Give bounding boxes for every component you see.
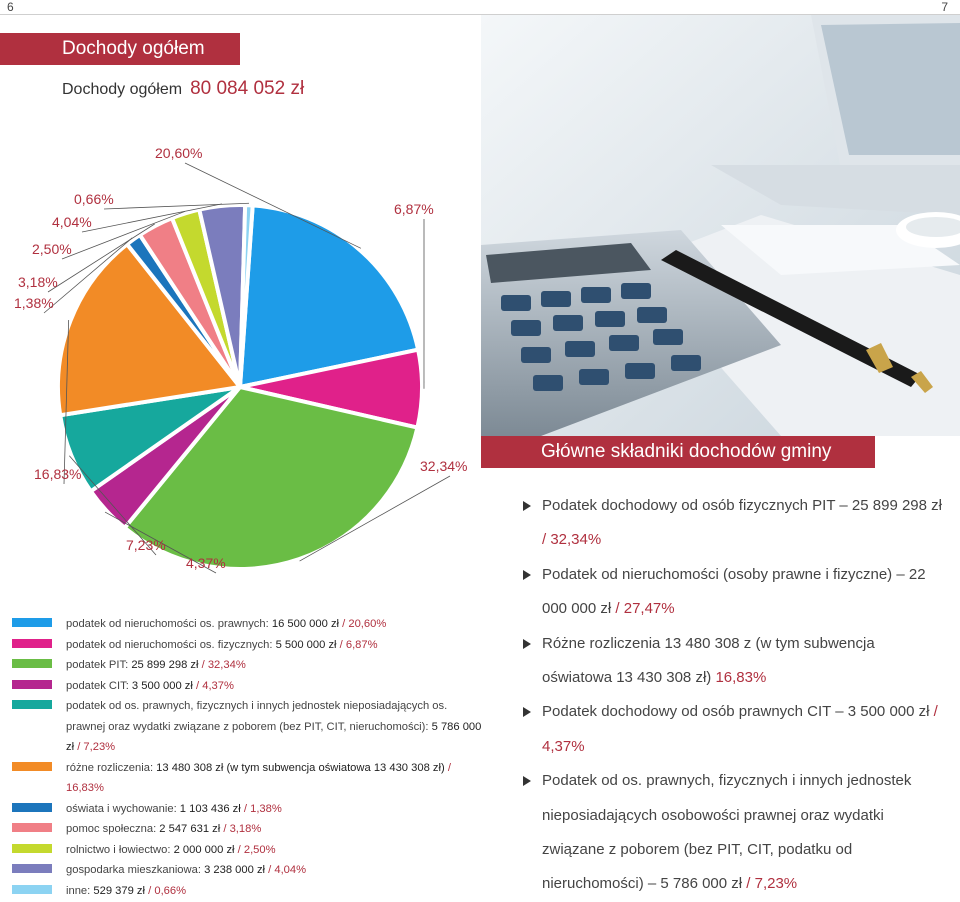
legend-item xyxy=(12,860,482,881)
total-income xyxy=(62,78,304,100)
legend-swatch xyxy=(12,885,52,894)
legend-text: różne rozliczenia: 13 480 308 zł (w tym subwencja oświatowa 13 430 308 zł) / 16,83% xyxy=(66,758,482,799)
legend-item xyxy=(12,655,482,676)
legend-item xyxy=(12,676,482,697)
bullet-triangle-icon xyxy=(523,570,531,580)
legend-item xyxy=(12,840,482,861)
legend-swatch xyxy=(12,639,52,648)
pie-slice-label: 6,87% xyxy=(394,201,434,217)
legend-swatch xyxy=(12,700,52,709)
legend-item xyxy=(12,614,482,635)
legend-item xyxy=(12,819,482,840)
pie-slice-label: 4,04% xyxy=(52,214,92,230)
pie-slice-label: 4,37% xyxy=(186,555,226,571)
legend-text: podatek od nieruchomości os. fizycznych: 5 500 000 zł / 6,87% xyxy=(66,635,378,656)
legend-text: oświata i wychowanie: 1 103 436 zł / 1,38% xyxy=(66,799,282,820)
total-value: 80 084 052 zł xyxy=(190,78,304,99)
component-item: Podatek od nieruchomości (osoby prawne i fizyczne) – 22 000 000 zł / 27,47% xyxy=(523,558,943,627)
bullet-triangle-icon xyxy=(523,639,531,649)
component-item: Różne rozliczenia 13 480 308 z (w tym subwencja oświatowa 13 430 308 zł) 16,83% xyxy=(523,627,943,696)
legend-text: podatek CIT: 3 500 000 zł / 4,37% xyxy=(66,676,234,697)
legend-swatch xyxy=(12,803,52,812)
legend-swatch xyxy=(12,618,52,627)
legend-swatch xyxy=(12,659,52,668)
pie-slice-label: 32,34% xyxy=(420,458,467,474)
pie-slice-label: 7,23% xyxy=(126,537,166,553)
pie-slice-label: 20,60% xyxy=(155,145,202,161)
legend-text: inne: 529 379 zł / 0,66% xyxy=(66,881,186,902)
legend-text: podatek od os. prawnych, fizycznych i innych jednostek nieposiadających os. prawnej oraz wydatki związane z poborem (bez PIT, CIT, nieruchomości): 5 786 000 zł / 7,23% xyxy=(66,696,482,758)
pie-slice-label: 0,66% xyxy=(74,191,114,207)
legend-text: rolnictwo i łowiectwo: 2 000 000 zł / 2,50% xyxy=(66,840,276,861)
section-title: Dochody ogółem xyxy=(0,33,240,65)
legend-item xyxy=(12,799,482,820)
legend-swatch xyxy=(12,864,52,873)
pie-slice-label: 1,38% xyxy=(14,295,54,311)
legend-swatch xyxy=(12,844,52,853)
right-section-title: Główne składniki dochodów gminy xyxy=(481,436,875,468)
component-item: Podatek dochodowy od osób prawnych CIT – 3 500 000 zł / 4,37% xyxy=(523,695,943,764)
page-number-right: 7 xyxy=(941,0,948,14)
pie-slice-label: 2,50% xyxy=(32,241,72,257)
legend-text: gospodarka mieszkaniowa: 3 238 000 zł / 4,04% xyxy=(66,860,306,881)
bullet-triangle-icon xyxy=(523,776,531,786)
calculator-pen-laptop-photo xyxy=(481,15,960,436)
component-item: Podatek dochodowy od osób fizycznych PIT – 25 899 298 zł / 32,34% xyxy=(523,489,943,558)
main-components-list xyxy=(523,489,943,902)
bullet-triangle-icon xyxy=(523,707,531,717)
total-label: Dochody ogółem xyxy=(62,81,182,98)
legend-item xyxy=(12,635,482,656)
legend-item xyxy=(12,758,482,799)
legend-swatch xyxy=(12,823,52,832)
pie-slice-label: 16,83% xyxy=(34,466,81,482)
legend-text: podatek od nieruchomości os. prawnych: 16 500 000 zł / 20,60% xyxy=(66,614,386,635)
legend-swatch xyxy=(12,680,52,689)
bullet-triangle-icon xyxy=(523,501,531,511)
legend-text: podatek PIT: 25 899 298 zł / 32,34% xyxy=(66,655,246,676)
legend-item xyxy=(12,881,482,902)
page-number-left: 6 xyxy=(7,0,14,14)
legend-text: pomoc społeczna: 2 547 631 zł / 3,18% xyxy=(66,819,261,840)
legend-swatch xyxy=(12,762,52,771)
legend-item xyxy=(12,696,482,758)
pie-slice-label: 3,18% xyxy=(18,274,58,290)
pie-legend xyxy=(12,614,482,901)
component-item: Podatek od os. prawnych, fizycznych i innych jednostek nieposiadających osobowości prawnej oraz wydatki związane z poborem (bez PIT, CIT, podatku od nieruchomości) – 5 786 000 zł / 7,23% xyxy=(523,764,943,902)
